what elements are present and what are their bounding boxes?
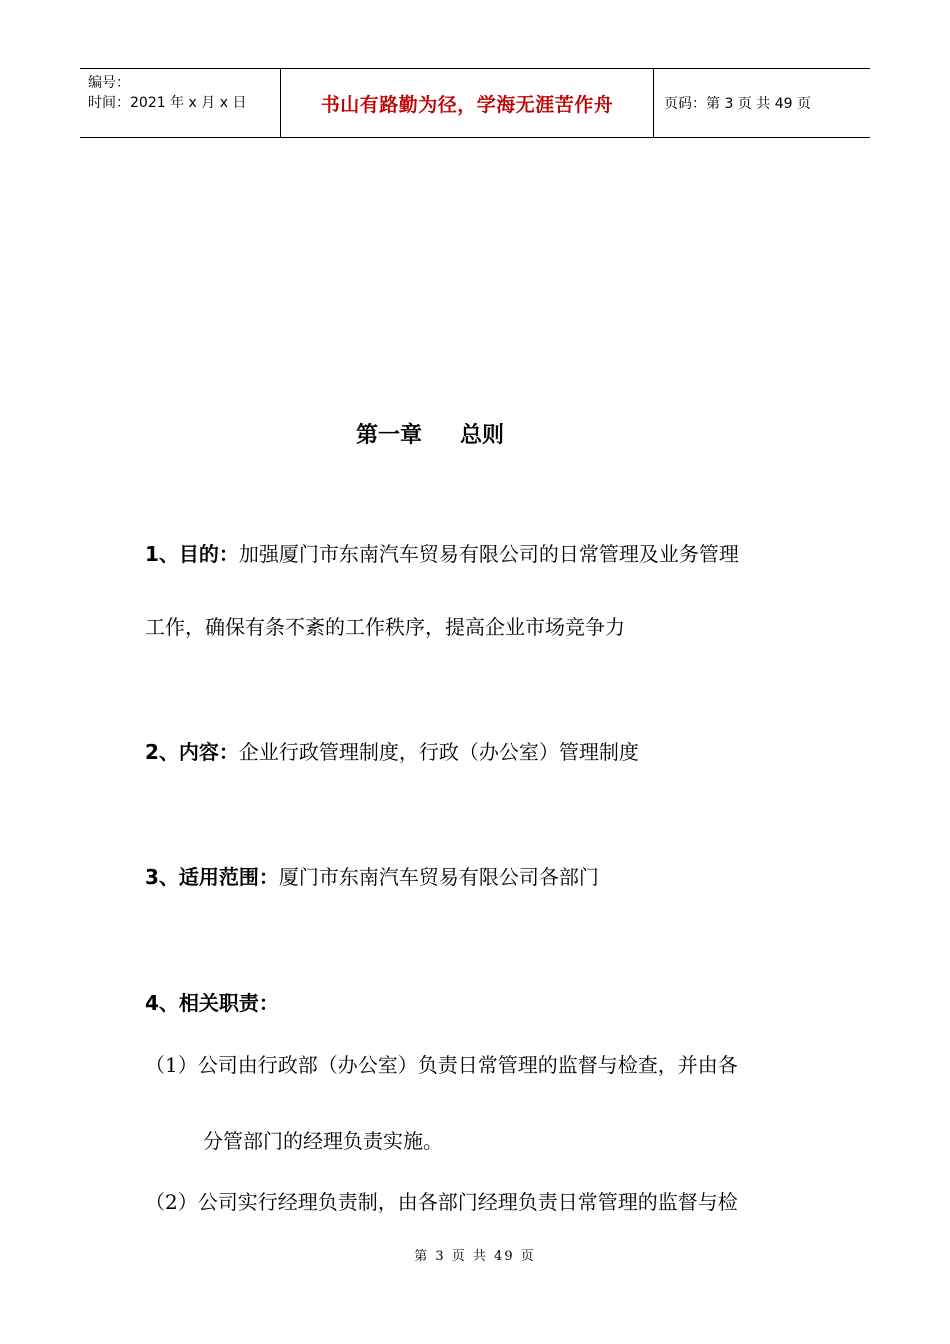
responsibility-item-2: （2）公司实行经理负责制，由各部门经理负责日常管理的监督与检 [145, 1190, 738, 1214]
section-scope-text: 厦门市东南汽车贸易有限公司各部门 [278, 865, 599, 889]
section-content [145, 736, 639, 765]
section-purpose-continued: 工作，确保有条不紊的工作秩序，提高企业市场竞争力 [145, 615, 625, 639]
section-purpose [145, 538, 739, 567]
responsibility-item-1: （1）公司由行政部（办公室）负责日常管理的监督与检查，并由各 [145, 1053, 738, 1077]
document-number-label: 编号： [88, 75, 130, 91]
chapter-title: 总则 [460, 423, 505, 448]
section-scope [145, 861, 599, 890]
document-date: 时间：2021 年 x 月 x 日 [88, 95, 247, 111]
chapter-heading [0, 418, 860, 449]
page-header [80, 68, 870, 138]
header-meta [80, 69, 281, 137]
section-scope-key: 3、适用范围： [145, 865, 279, 889]
section-purpose-text: 加强厦门市东南汽车贸易有限公司的日常管理及业务管理 [238, 542, 739, 566]
header-page-info: 页码：第 3 页 共 49 页 [664, 96, 811, 112]
page-footer: 第 3 页 共 49 页 [414, 1249, 536, 1264]
section-content-text: 企业行政管理制度，行政（办公室）管理制度 [238, 740, 639, 764]
section-content-key: 2、内容： [145, 740, 239, 764]
section-responsibilities [145, 987, 279, 1016]
section-responsibilities-key: 4、相关职责： [145, 991, 279, 1015]
chapter-number: 第一章 [355, 423, 422, 448]
header-motto: 书山有路勤为径，学海无涯苦作舟 [281, 69, 654, 137]
responsibility-item-1-continued: 分管部门的经理负责实施。 [203, 1129, 443, 1153]
section-purpose-key: 1、目的： [145, 542, 239, 566]
